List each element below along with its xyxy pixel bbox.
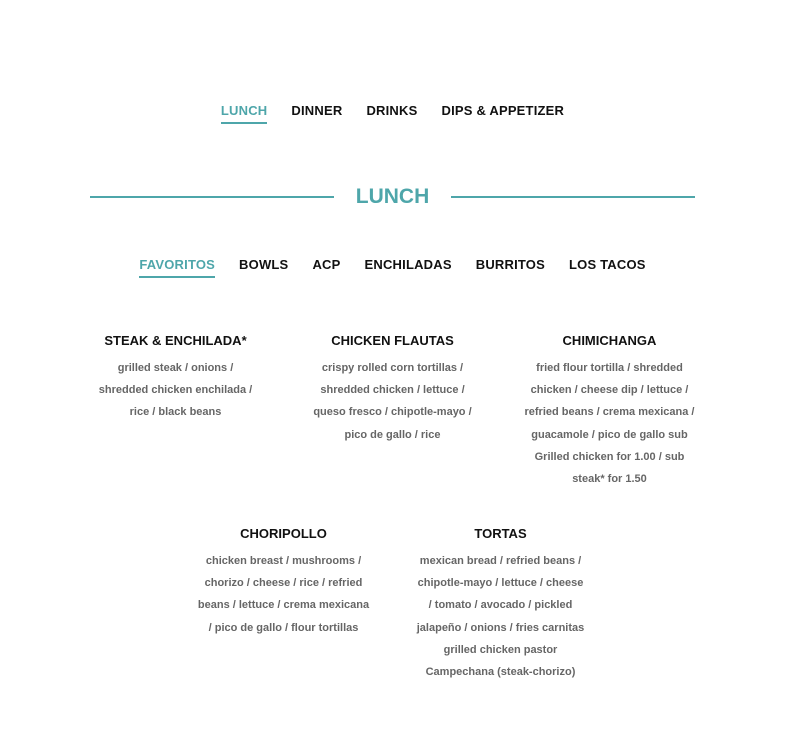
description-line: steak* for 1.50 bbox=[572, 473, 647, 486]
menu-item-name: CHICKEN FLAUTAS bbox=[331, 333, 454, 348]
menu-item-description bbox=[522, 357, 697, 490]
menu-item-tortas bbox=[413, 526, 588, 683]
description-line: crispy rolled corn tortillas / bbox=[321, 362, 464, 374]
description-line: chorizo / cheese / rice / refried bbox=[204, 577, 363, 590]
description-line: queso fresco / chipotle-mayo / bbox=[313, 406, 472, 419]
menu-item-choripollo bbox=[196, 526, 371, 639]
description-line: beans / lettuce / crema mexicana bbox=[197, 599, 370, 612]
menu-item-name: STEAK & ENCHILADA* bbox=[104, 333, 247, 348]
lunch-subcategory-tabs bbox=[0, 257, 785, 278]
description-line: Grilled chicken for 1.00 / sub bbox=[534, 450, 685, 463]
menu-item-steak-enchilada bbox=[88, 333, 263, 424]
description-line: / pico de gallo / flour tortillas bbox=[208, 621, 359, 634]
menu-item-description bbox=[88, 357, 263, 424]
description-line: chicken breast / mushrooms / bbox=[205, 555, 362, 567]
description-line: fried flour tortilla / shredded bbox=[536, 362, 683, 374]
menu-item-description bbox=[413, 550, 588, 683]
description-line: / tomato / avocado / pickled bbox=[428, 599, 573, 612]
tab-favoritos[interactable]: FAVORITOS bbox=[139, 257, 215, 278]
menu-item-name: CHIMICHANGA bbox=[562, 333, 657, 348]
heading-rule-left bbox=[90, 196, 334, 198]
description-line: rice / black beans bbox=[129, 406, 222, 419]
description-line: grilled steak / onions / bbox=[117, 362, 234, 374]
tab-bowls[interactable]: BOWLS bbox=[239, 257, 289, 272]
description-line: chicken / cheese dip / lettuce / bbox=[530, 384, 689, 397]
menu-item-chicken-flautas bbox=[305, 333, 480, 446]
menu-item-name: TORTAS bbox=[474, 526, 527, 541]
description-line: shredded chicken enchilada / bbox=[98, 384, 253, 397]
tab-dips-appetizer[interactable]: DIPS & APPETIZER bbox=[441, 103, 565, 118]
description-line: chipotle-mayo / lettuce / cheese bbox=[417, 577, 584, 590]
tab-dinner[interactable]: DINNER bbox=[291, 103, 343, 118]
description-line: grilled chicken pastor bbox=[443, 643, 558, 656]
tab-drinks[interactable]: DRINKS bbox=[366, 103, 418, 118]
description-line: refried beans / crema mexicana / bbox=[524, 406, 695, 419]
heading-rule-right bbox=[451, 196, 695, 198]
menu-category-tabs bbox=[0, 103, 785, 124]
description-line: Campechana (steak-chorizo) bbox=[425, 666, 576, 679]
tab-lunch[interactable]: LUNCH bbox=[221, 103, 268, 124]
menu-item-description bbox=[305, 357, 480, 446]
description-line: pico de gallo / rice bbox=[344, 428, 441, 441]
description-line: guacamole / pico de gallo sub bbox=[531, 428, 688, 441]
tab-acp[interactable]: ACP bbox=[312, 257, 341, 272]
menu-item-description bbox=[196, 550, 371, 639]
tab-los-tacos[interactable]: LOS TACOS bbox=[569, 257, 646, 272]
description-line: jalapeño / onions / fries carnitas bbox=[416, 621, 585, 634]
description-line: mexican bread / refried beans / bbox=[419, 555, 582, 567]
tab-burritos[interactable]: BURRITOS bbox=[475, 257, 545, 272]
tab-enchiladas[interactable]: ENCHILADAS bbox=[364, 257, 452, 272]
menu-item-chimichanga bbox=[522, 333, 697, 490]
section-title: LUNCH bbox=[355, 185, 430, 208]
section-heading bbox=[90, 183, 695, 211]
description-line: shredded chicken / lettuce / bbox=[320, 384, 465, 397]
menu-item-name: CHORIPOLLO bbox=[240, 526, 327, 541]
